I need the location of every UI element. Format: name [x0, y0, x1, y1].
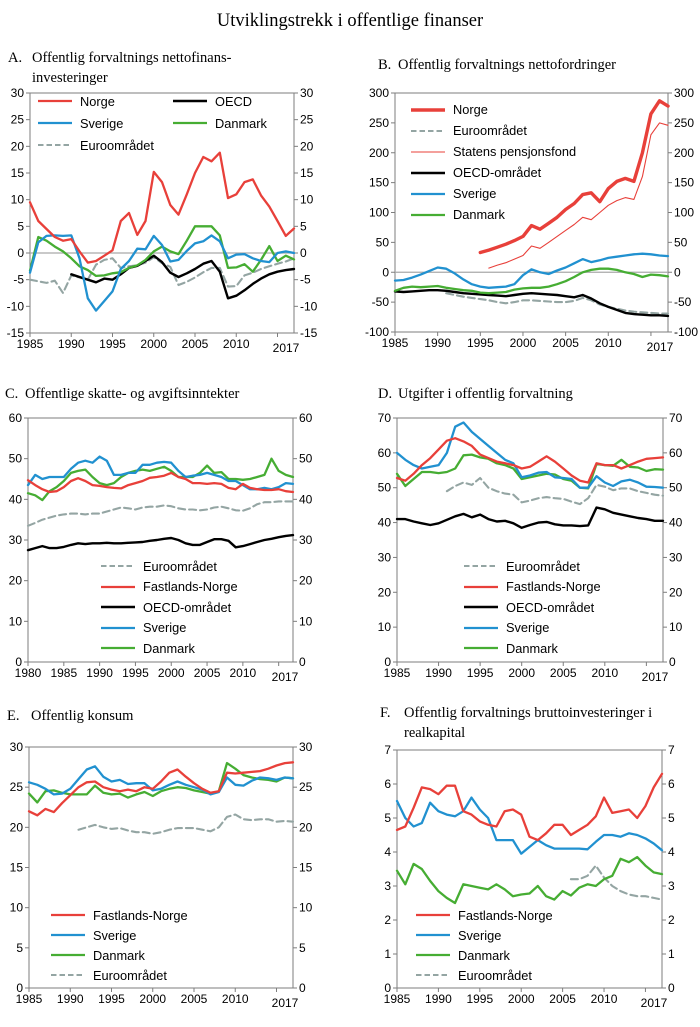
- y-tick-label-left: 50: [377, 480, 391, 495]
- legend-swatch-euroomr-det: [50, 969, 86, 981]
- y-tick-label-left: 20: [377, 585, 391, 600]
- x-tick-label: 1985: [383, 992, 411, 1006]
- legend-item-sverige: [410, 183, 576, 204]
- y-tick-label-left: 10: [8, 614, 22, 629]
- y-tick-label-right: 20: [299, 820, 313, 835]
- x-tick-label: 2000: [140, 337, 168, 351]
- x-tick-label: 1990: [86, 666, 113, 680]
- legend-item-fastlands-norge: [100, 577, 238, 598]
- y-tick-label-right: 25: [299, 780, 313, 795]
- legend-label: Norge: [80, 93, 115, 109]
- y-tick-label-left: 50: [375, 235, 389, 250]
- legend-item-danmark: [100, 638, 238, 659]
- y-tick-label-right: 40: [299, 492, 313, 507]
- y-tick-label-right: 0: [299, 981, 306, 995]
- series-sverige-line: [395, 254, 668, 288]
- y-tick-label-left: 1: [384, 947, 391, 961]
- y-tick-label-left: 300: [368, 86, 389, 100]
- legend-swatch-oecd: [172, 95, 208, 107]
- panel-f-title-line2: realkapital: [404, 725, 466, 741]
- y-tick-label-left: 200: [368, 145, 389, 160]
- x-tick-label: 1990: [425, 992, 452, 1006]
- legend-swatch-sverige: [50, 929, 86, 941]
- x-end-label: 2017: [641, 670, 669, 684]
- legend-item-sverige: [415, 925, 553, 945]
- legend-item-statens-pensjonsfond: [410, 141, 576, 162]
- panel-a-title-line1: Offentlig forvaltnings nettofinans-: [32, 50, 232, 66]
- panel-e-legend: [50, 905, 188, 985]
- legend-item-danmark: [410, 204, 576, 225]
- legend-item-norge: [37, 90, 172, 112]
- legend-swatch-danmark: [463, 642, 499, 654]
- legend-swatch-danmark: [415, 949, 451, 961]
- legend-label: Danmark: [143, 640, 195, 656]
- y-tick-label-left: 3: [384, 879, 391, 893]
- y-tick-label-right: 300: [674, 86, 695, 100]
- x-tick-label: 1995: [466, 992, 494, 1006]
- x-tick-label: 1995: [99, 337, 126, 351]
- panel-f-title: [380, 703, 652, 743]
- y-tick-label-right: 10: [299, 900, 313, 915]
- series-fastlands-norge-line: [397, 774, 662, 840]
- y-tick-label-left: 0: [384, 981, 391, 995]
- x-end-label: 2017: [271, 996, 299, 1010]
- legend-label: Euroområdet: [143, 558, 217, 574]
- series-danmark-line: [397, 857, 662, 903]
- x-tick-label: 2010: [221, 992, 249, 1006]
- legend-label: Fastlands-Norge: [93, 907, 188, 923]
- x-tick-label: 2005: [549, 666, 577, 680]
- legend-label: Norge: [453, 102, 488, 117]
- x-tick-label: 2005: [181, 337, 209, 351]
- legend-item-sverige: [463, 618, 601, 639]
- legend-label: Danmark: [506, 640, 558, 656]
- legend-swatch-norge: [37, 95, 73, 107]
- x-tick-label: 1990: [57, 337, 85, 351]
- legend-item-euroomr-det: [410, 120, 576, 141]
- legend-swatch-oecd-omr-det: [410, 167, 446, 179]
- legend-label: Danmark: [93, 947, 145, 963]
- legend-label: Fastlands-Norge: [458, 907, 553, 923]
- x-tick-label: 1985: [16, 337, 44, 351]
- legend-item-danmark: [415, 945, 553, 965]
- legend-swatch-euroomr-det: [415, 969, 451, 981]
- x-tick-label: 2010: [590, 992, 618, 1006]
- figure-title: Utviklingstrekk i offentlige finanser: [216, 11, 484, 31]
- panel-c-title: [5, 384, 239, 404]
- legend-label: OECD: [215, 93, 252, 109]
- y-tick-label-right: 20: [299, 573, 313, 588]
- series-oecd-omr-det-line: [28, 535, 293, 550]
- y-tick-label-right: 50: [674, 235, 688, 250]
- panel-d-title-line1: Utgifter i offentlig forvaltning: [398, 386, 573, 402]
- y-tick-label-left: 150: [368, 175, 389, 190]
- legend-swatch-fastlands-norge: [415, 909, 451, 921]
- legend-label: Euroområdet: [80, 137, 154, 153]
- y-tick-label-right: 70: [669, 411, 683, 425]
- legend-swatch-danmark: [100, 642, 136, 654]
- y-tick-label-right: 100: [674, 205, 695, 220]
- legend-item-euroomr-det: [415, 965, 553, 985]
- legend-item-sverige: [37, 112, 172, 134]
- x-tick-label: 1985: [381, 336, 409, 350]
- y-tick-label-left: 5: [17, 219, 24, 234]
- y-tick-label-right: 6: [668, 777, 675, 791]
- y-tick-label-left: 50: [8, 451, 22, 466]
- x-end-label: 2017: [646, 340, 674, 354]
- panel-c-letter: C.: [5, 386, 19, 402]
- y-tick-label-left: -100: [364, 325, 389, 339]
- y-tick-label-right: 60: [669, 445, 683, 460]
- y-tick-label-left: 0: [17, 246, 24, 260]
- legend-item-oecd-omr-det: [463, 597, 601, 618]
- legend-label: Sverige: [458, 927, 502, 943]
- y-tick-label-right: 5: [299, 940, 306, 955]
- series-danmark-line: [30, 226, 294, 276]
- panel-e-title-line1: Offentlig konsum: [31, 708, 134, 724]
- legend-label: Euroområdet: [506, 558, 580, 574]
- y-tick-label-right: 0: [674, 265, 681, 280]
- legend-swatch-statens-pensjonsfond: [410, 146, 446, 158]
- y-tick-label-right: 0: [300, 246, 307, 260]
- y-tick-label-left: 30: [8, 533, 22, 547]
- legend-label: OECD-området: [506, 599, 595, 615]
- y-tick-label-left: -10: [6, 299, 24, 314]
- x-tick-label: 2010: [229, 666, 257, 680]
- panel-d: [350, 380, 700, 695]
- x-tick-label: 2000: [139, 992, 167, 1006]
- y-tick-label-left: 4: [384, 845, 391, 859]
- legend-swatch-euroomr-det: [463, 560, 499, 572]
- legend-swatch-fastlands-norge: [100, 581, 136, 593]
- y-tick-label-left: 60: [8, 411, 22, 425]
- panel-b-letter: B.: [378, 57, 392, 73]
- y-tick-label-right: 30: [300, 86, 314, 100]
- legend-swatch-oecd-omr-det: [100, 601, 136, 613]
- y-tick-label-left: 20: [9, 820, 23, 835]
- x-tick-label: 2005: [552, 336, 579, 350]
- series-euroomr-det-line: [447, 478, 663, 504]
- legend-label: Sverige: [143, 620, 187, 636]
- y-tick-label-right: 5: [300, 219, 307, 234]
- legend-item-euroomr-det: [463, 556, 601, 577]
- series-euroomr-det-line: [446, 293, 668, 313]
- legend-item-oecd-omr-det: [100, 597, 238, 618]
- series-oecd-omr-det-line: [395, 290, 668, 316]
- legend-item-sverige: [100, 618, 238, 639]
- y-tick-label-right: 40: [669, 515, 683, 530]
- y-tick-label-right: 10: [669, 620, 683, 635]
- x-tick-label: 2005: [180, 992, 208, 1006]
- legend-item-fastlands-norge: [50, 905, 188, 925]
- x-tick-label: 1995: [466, 336, 494, 350]
- panel-d-title: [378, 384, 573, 404]
- y-tick-label-left: 6: [384, 777, 391, 791]
- x-tick-label: 2005: [193, 666, 221, 680]
- y-tick-label-right: -10: [300, 299, 318, 314]
- legend-item-oecd-omr-det: [410, 162, 576, 183]
- panel-f-title-line1: Offentlig forvaltnings bruttoinvesteringer i: [404, 705, 653, 721]
- y-tick-label-left: 70: [377, 411, 391, 425]
- y-tick-label-right: 20: [300, 139, 314, 154]
- y-tick-label-right: 200: [674, 145, 695, 160]
- legend-item-fastlands-norge: [463, 577, 601, 598]
- panel-d-legend: [463, 556, 601, 659]
- y-tick-label-left: -5: [13, 272, 24, 287]
- y-tick-label-right: 25: [300, 112, 314, 127]
- x-tick-label: 1985: [383, 666, 411, 680]
- y-tick-label-right: 0: [299, 655, 306, 669]
- panel-b-legend: [410, 99, 576, 225]
- y-tick-label-left: 7: [384, 743, 391, 757]
- panel-e-letter: E.: [7, 708, 20, 724]
- x-tick-label: 1990: [56, 992, 84, 1006]
- y-tick-label-right: 20: [669, 585, 683, 600]
- y-tick-label-left: 30: [9, 740, 23, 754]
- y-tick-label-left: 0: [384, 655, 391, 669]
- x-tick-label: 1990: [425, 666, 452, 680]
- legend-label: Fastlands-Norge: [506, 579, 601, 595]
- legend-item-danmark: [463, 638, 601, 659]
- legend-swatch-sverige: [463, 622, 499, 634]
- y-tick-label-right: 10: [300, 192, 314, 207]
- y-tick-label-left: 60: [377, 445, 391, 460]
- y-tick-label-right: 5: [668, 811, 675, 825]
- x-tick-label: 2000: [157, 666, 185, 680]
- y-tick-label-right: -5: [300, 272, 311, 287]
- y-tick-label-right: 1: [668, 947, 675, 961]
- y-tick-label-right: 30: [299, 740, 313, 754]
- legend-label: Danmark: [215, 115, 267, 131]
- legend-item-danmark: [172, 112, 267, 134]
- series-sverige-line: [30, 235, 294, 310]
- legend-label: Danmark: [453, 207, 505, 222]
- legend-label: Danmark: [458, 947, 510, 963]
- legend-swatch-sverige: [37, 117, 73, 129]
- y-tick-label-left: 25: [10, 112, 24, 127]
- y-tick-label-left: 10: [9, 900, 23, 915]
- y-tick-label-right: 50: [299, 451, 313, 466]
- y-tick-label-right: 30: [669, 550, 683, 565]
- panel-a-title-line2: investeringer: [32, 70, 108, 86]
- legend-label: OECD-området: [143, 599, 232, 615]
- y-tick-label-left: -15: [6, 326, 24, 340]
- y-tick-label-right: 60: [299, 411, 313, 425]
- y-tick-label-right: 15: [299, 860, 313, 875]
- x-tick-label: 1995: [466, 666, 494, 680]
- legend-label: Fastlands-Norge: [143, 579, 238, 595]
- x-tick-label: 1985: [50, 666, 78, 680]
- y-tick-label-right: 7: [668, 743, 675, 757]
- legend-swatch-fastlands-norge: [463, 581, 499, 593]
- legend-swatch-danmark: [172, 117, 208, 129]
- panel-b-title-line1: Offentlig forvaltnings nettofordringer: [398, 57, 616, 73]
- panel-f: [350, 700, 700, 1027]
- legend-swatch-sverige: [415, 929, 451, 941]
- x-tick-label: 2000: [507, 992, 535, 1006]
- legend-swatch-euroomr-det: [410, 125, 446, 137]
- y-tick-label-right: -100: [674, 325, 699, 339]
- legend-swatch-fastlands-norge: [50, 909, 86, 921]
- x-tick-label: 2000: [508, 666, 536, 680]
- y-tick-label-left: 15: [9, 860, 23, 875]
- legend-swatch-euroomr-det: [37, 139, 73, 151]
- y-tick-label-left: -50: [371, 295, 389, 310]
- legend-swatch-norge: [410, 104, 446, 116]
- panel-b: [350, 48, 700, 368]
- y-tick-label-left: 10: [10, 192, 24, 207]
- y-tick-label-right: 30: [299, 533, 313, 547]
- legend-item-oecd: [172, 90, 267, 112]
- legend-item-norge: [410, 99, 576, 120]
- x-tick-label: 2010: [222, 337, 250, 351]
- panel-c-title-line1: Offentlige skatte- og avgiftsinntekter: [25, 386, 240, 402]
- panel-f-letter: F.: [380, 705, 391, 721]
- legend-swatch-danmark: [410, 209, 446, 221]
- y-tick-label-left: 20: [8, 573, 22, 588]
- panel-d-letter: D.: [378, 386, 393, 402]
- x-tick-label: 2005: [549, 992, 576, 1006]
- legend-label: Euroområdet: [93, 967, 167, 983]
- legend-swatch-sverige: [100, 622, 136, 634]
- legend-label: Euroområdet: [453, 123, 527, 138]
- y-tick-label-left: 5: [384, 811, 391, 825]
- y-tick-label-right: 3: [668, 879, 675, 893]
- x-tick-label: 1985: [15, 992, 43, 1006]
- y-tick-label-left: 40: [377, 515, 391, 530]
- x-tick-label: 2000: [509, 336, 537, 350]
- x-tick-label: 2010: [591, 666, 619, 680]
- y-tick-label-left: 2: [384, 913, 391, 927]
- y-tick-label-right: 10: [299, 614, 313, 629]
- legend-item-danmark: [50, 945, 188, 965]
- x-end-label: 2017: [271, 670, 299, 684]
- y-tick-label-left: 25: [9, 780, 23, 795]
- legend-label: OECD-området: [453, 165, 542, 180]
- panel-a-legend: [37, 90, 267, 156]
- y-tick-label-left: 10: [377, 620, 391, 635]
- y-tick-label-left: 40: [8, 492, 22, 507]
- x-end-label: 2017: [272, 341, 300, 355]
- y-tick-label-left: 30: [10, 86, 24, 100]
- legend-item-euroomr-det: [50, 965, 188, 985]
- y-tick-label-right: 4: [668, 845, 675, 859]
- y-tick-label-left: 100: [368, 205, 389, 220]
- panel-b-title: [378, 55, 616, 75]
- panel-c-legend: [100, 556, 238, 659]
- panel-c: [0, 380, 350, 695]
- series-euroomr-det-line: [28, 501, 293, 525]
- y-tick-label-left: 20: [10, 139, 24, 154]
- series-danmark-line: [28, 459, 293, 500]
- x-end-label: 2017: [640, 996, 668, 1010]
- legend-item-euroomr-det: [100, 556, 238, 577]
- y-tick-label-left: 15: [10, 166, 24, 180]
- x-tick-label: 1995: [122, 666, 149, 680]
- x-tick-label: 1995: [98, 992, 125, 1006]
- legend-label: Statens pensjonsfond: [453, 144, 577, 159]
- panel-e-title: [7, 706, 133, 726]
- y-tick-label-right: 2: [668, 913, 675, 927]
- y-tick-label-left: 0: [15, 655, 22, 669]
- series-oecd-omr-det-line: [397, 508, 663, 528]
- legend-label: Sverige: [453, 186, 497, 201]
- y-tick-label-right: 0: [669, 655, 676, 669]
- x-tick-label: 2010: [594, 336, 622, 350]
- y-tick-label-right: -50: [674, 295, 692, 310]
- y-tick-label-left: 5: [16, 940, 23, 955]
- legend-label: Euroområdet: [458, 967, 532, 983]
- legend-swatch-danmark: [50, 949, 86, 961]
- legend-swatch-euroomr-det: [100, 560, 136, 572]
- y-tick-label-right: 50: [669, 480, 683, 495]
- y-tick-label-right: 15: [300, 166, 314, 180]
- panel-a-letter: A.: [8, 50, 23, 66]
- y-tick-label-right: -15: [300, 326, 318, 340]
- y-tick-label-left: 30: [377, 550, 391, 565]
- series-sverige-line: [397, 798, 662, 854]
- y-tick-label-left: 250: [368, 115, 389, 130]
- legend-item-euroomr-det: [37, 134, 172, 156]
- x-tick-label: 1990: [424, 336, 452, 350]
- legend-label: Sverige: [93, 927, 137, 943]
- x-tick-label: 1980: [14, 666, 42, 680]
- panel-f-legend: [415, 905, 553, 985]
- legend-swatch-sverige: [410, 188, 446, 200]
- y-tick-label-right: 0: [668, 981, 675, 995]
- legend-label: Sverige: [80, 115, 124, 131]
- series-euroomr-det-line: [79, 815, 294, 834]
- y-tick-label-right: 150: [674, 175, 695, 190]
- y-tick-label-left: 0: [16, 981, 23, 995]
- y-tick-label-right: 250: [674, 115, 695, 130]
- panel-a: [0, 48, 350, 368]
- panel-a-title: [8, 48, 231, 88]
- series-danmark-line: [397, 455, 663, 489]
- legend-item-fastlands-norge: [415, 905, 553, 925]
- y-tick-label-left: 0: [382, 265, 389, 280]
- series-euroomr-det-line: [571, 866, 662, 900]
- legend-label: Sverige: [506, 620, 550, 636]
- legend-item-sverige: [50, 925, 188, 945]
- legend-swatch-oecd-omr-det: [463, 601, 499, 613]
- panel-e: [0, 700, 350, 1027]
